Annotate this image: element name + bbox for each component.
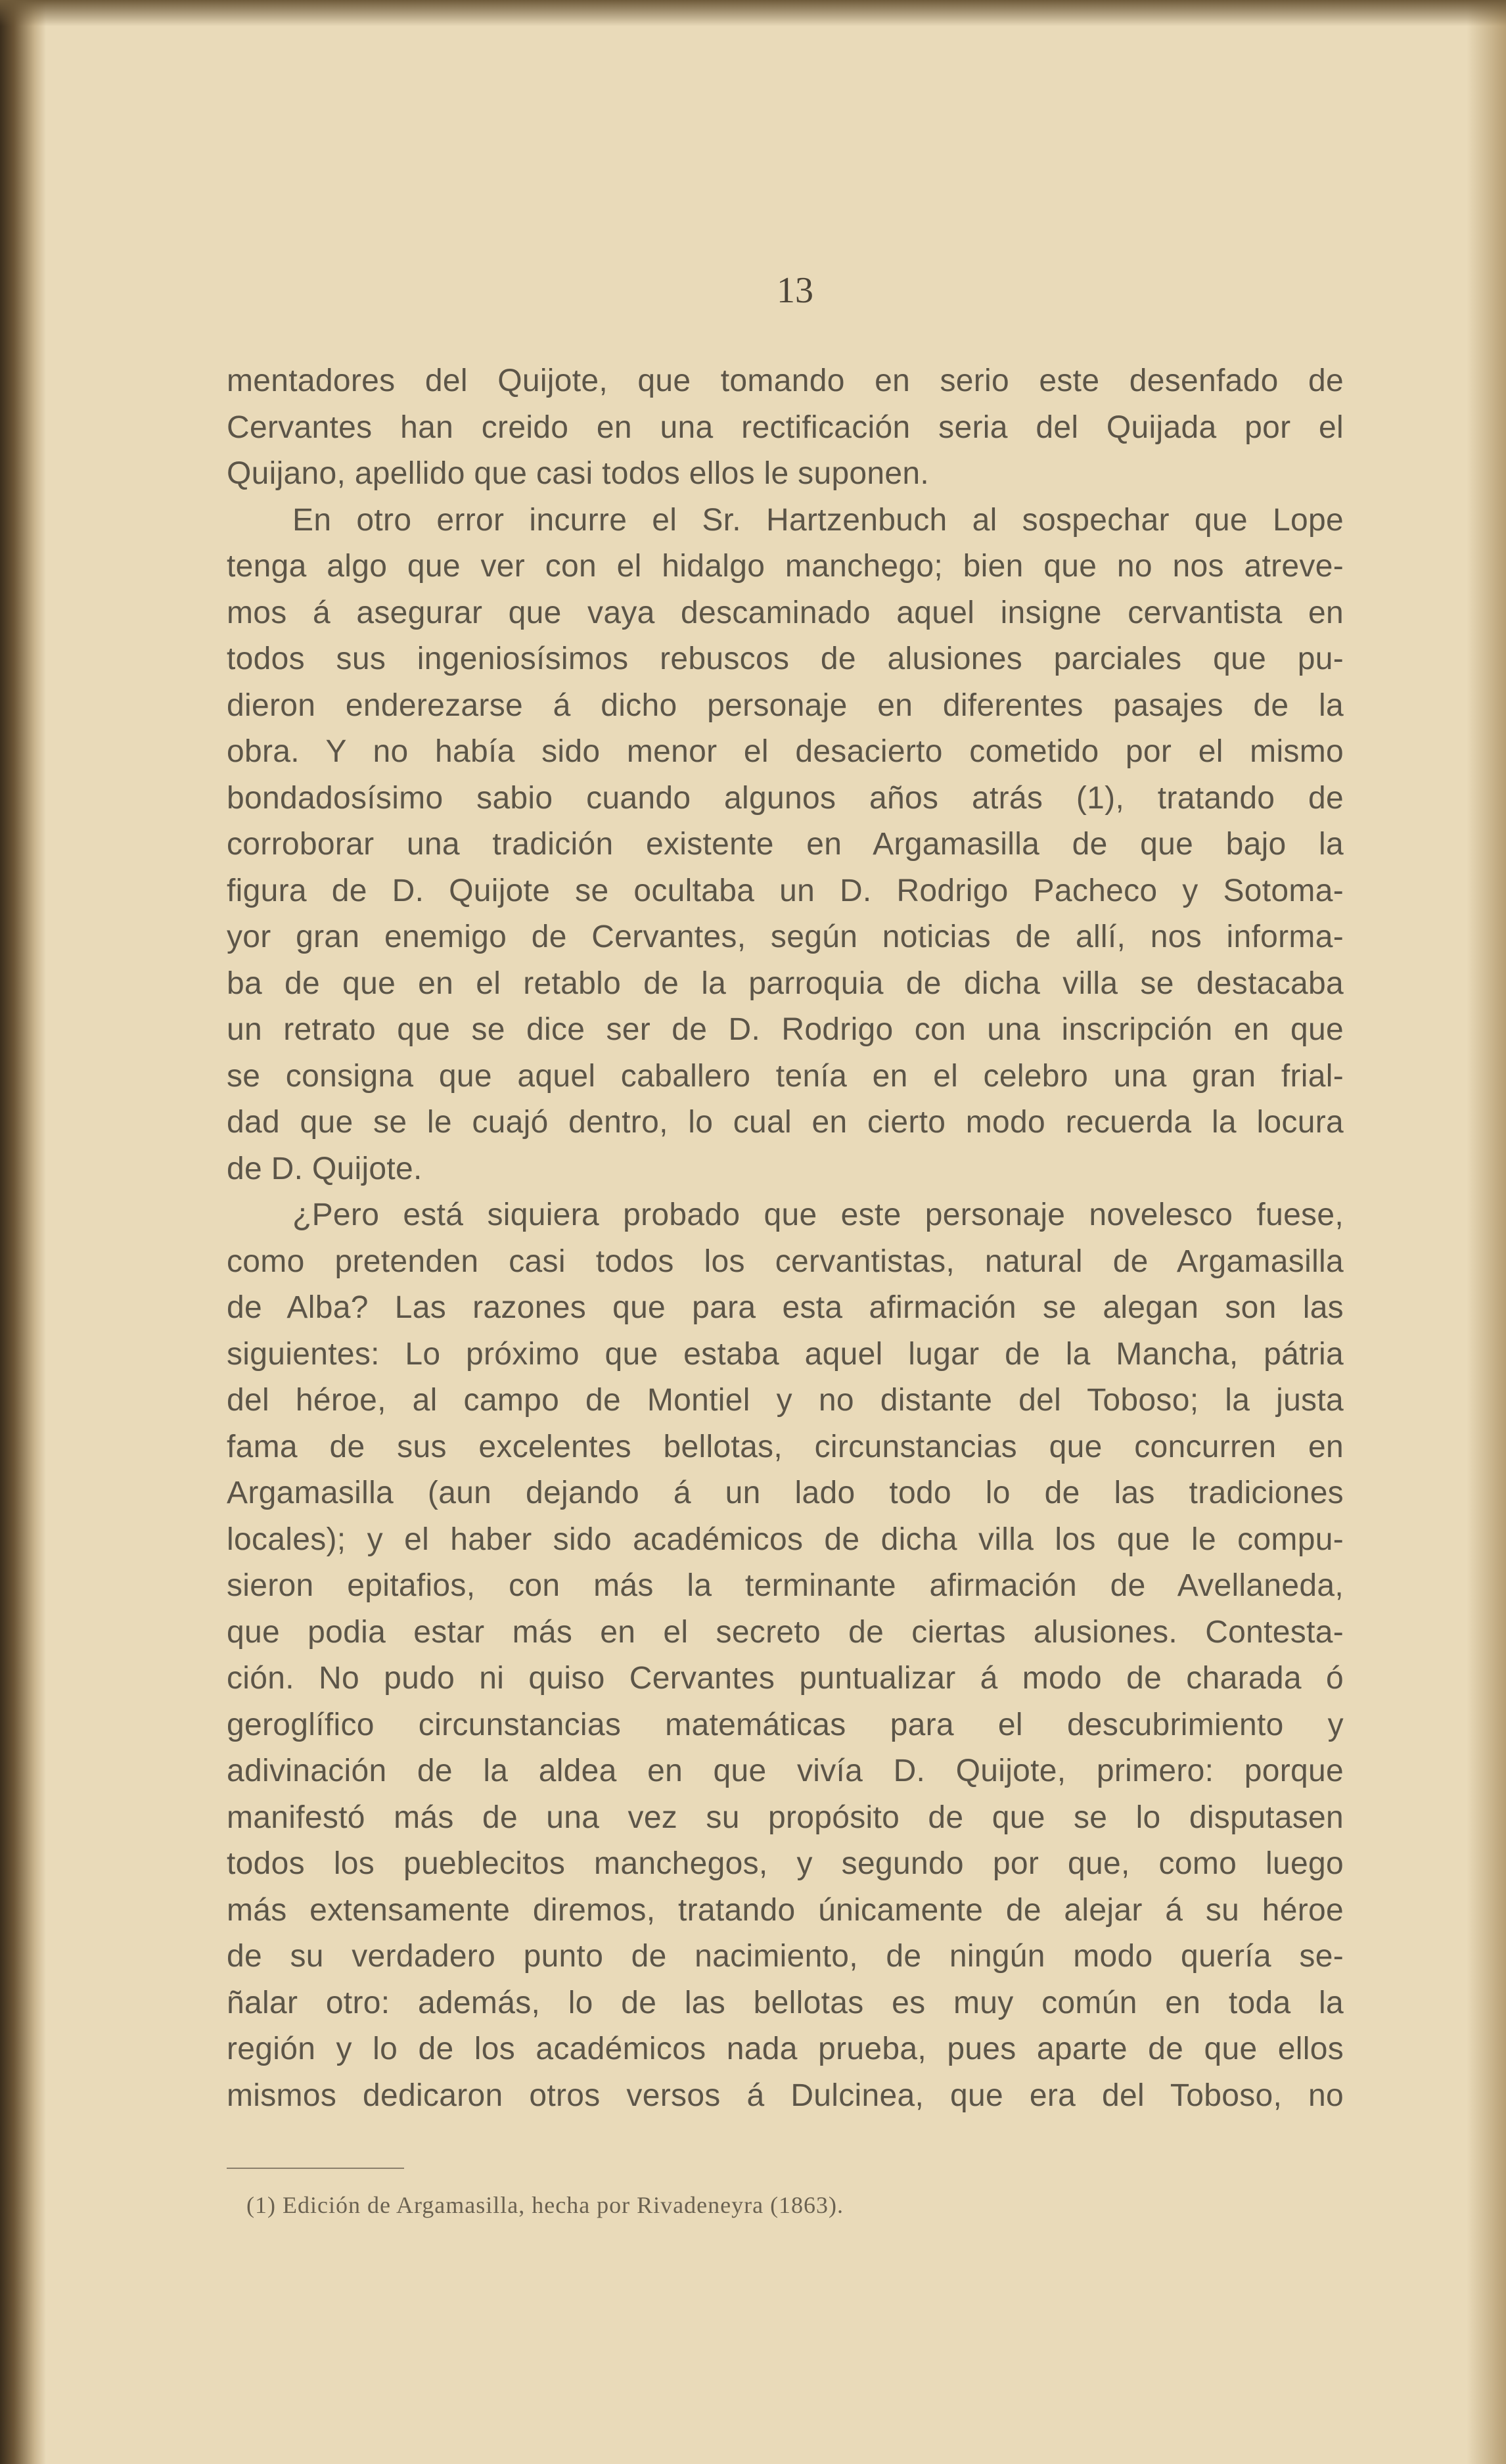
text-line: Argamasilla (aun dejando á un lado todo lo de las tradiciones: [227, 1476, 1344, 1510]
text-line: un retrato que se dice ser de D. Rodrigo con una inscripción en que: [227, 1012, 1344, 1047]
text-line: bondadosísimo sabio cuando algunos años atrás (1), tratando de: [227, 780, 1344, 816]
footnote: (1) Edición de Argamasilla, hecha por Rivadeneyra (1863).: [246, 2192, 844, 2218]
text-line: del héroe, al campo de Montiel y no distante del Toboso; la justa: [227, 1383, 1344, 1418]
text-line: ñalar otro: además, lo de las bellotas es muy común en toda la: [227, 1985, 1344, 2020]
text-line: En otro error incurre el Sr. Hartzenbuch al sospechar que Lope: [292, 502, 1344, 538]
page-edge-shadow: [1467, 0, 1506, 2464]
text-line: sieron epitafios, con más la terminante afirmación de Avellaneda,: [227, 1568, 1344, 1603]
text-line: corroborar una tradición existente en Argamasilla de que bajo la: [227, 827, 1344, 862]
text-line: se consigna que aquel caballero tenía en el celebro una gran frial-: [227, 1058, 1344, 1094]
text-line: dad que se le cuajó dentro, lo cual en cierto modo recuerda la locura: [227, 1105, 1344, 1140]
text-line: adivinación de la aldea en que vivía D. Quijote, primero: porque: [227, 1754, 1344, 1788]
text-line: Quijano, apellido que casi todos ellos le suponen.: [227, 456, 930, 491]
text-line: de Alba? Las razones que para esta afirmación se alegan son las: [227, 1290, 1344, 1325]
text-line: ¿Pero está siquiera probado que este personaje novelesco fuese,: [292, 1197, 1344, 1232]
text-line: dieron enderezarse á dicho personaje en diferentes pasajes de la: [227, 687, 1344, 723]
text-line: región y lo de los académicos nada prueba, pues aparte de que ellos: [227, 2032, 1344, 2066]
text-line: manifestó más de una vez su propósito de que se lo disputasen: [227, 1800, 1344, 1835]
text-line: como pretenden casi todos los cervantistas, natural de Argamasilla: [227, 1244, 1344, 1279]
text-line: yor gran enemigo de Cervantes, según noticias de allí, nos informa-: [227, 919, 1344, 954]
text-line: figura de D. Quijote se ocultaba un D. Rodrigo Pacheco y Sotoma-: [227, 873, 1344, 908]
text-line: mos á asegurar que vaya descaminado aquel insigne cervantista en: [227, 595, 1344, 630]
text-line: todos los pueblecitos manchegos, y segundo por que, como luego: [227, 1846, 1344, 1881]
text-line: geroglífico circunstancias matemáticas para el descubrimiento y: [227, 1707, 1344, 1742]
text-line: ción. No pudo ni quiso Cervantes puntualizar á modo de charada ó: [227, 1661, 1344, 1696]
body-text: [227, 358, 1344, 2119]
text-line: siguientes: Lo próximo que estaba aquel lugar de la Mancha, pátria: [227, 1336, 1344, 1372]
text-line: tenga algo que ver con el hidalgo manchego; bien que no nos atreve-: [227, 549, 1344, 584]
text-line: obra. Y no había sido menor el desacierto cometido por el mismo: [227, 734, 1344, 769]
text-line: Cervantes han creido en una rectificación seria del Quijada por el: [227, 409, 1344, 445]
page-number: 13: [777, 270, 813, 311]
text-line: más extensamente diremos, tratando únicamente de alejar á su héroe: [227, 1892, 1344, 1928]
text-line: de D. Quijote.: [227, 1151, 422, 1186]
footnote-divider: [227, 2168, 404, 2169]
text-line: locales); y el haber sido académicos de dicha villa los que le compu-: [227, 1522, 1344, 1557]
text-line: mentadores del Quijote, que tomando en serio este desenfado de: [227, 363, 1344, 398]
text-line: mismos dedicaron otros versos á Dulcinea, que era del Toboso, no: [227, 2078, 1344, 2113]
text-line: fama de sus excelentes bellotas, circunstancias que concurren en: [227, 1429, 1344, 1464]
text-line: todos sus ingeniosísimos rebuscos de alusiones parciales que pu-: [227, 641, 1344, 676]
text-line: ba de que en el retablo de la parroquia de dicha villa se destacaba: [227, 965, 1344, 1001]
text-line: de su verdadero punto de nacimiento, de ningún modo quería se-: [227, 1939, 1344, 1974]
spine-shadow: [0, 0, 46, 2464]
text-line: que podia estar más en el secreto de ciertas alusiones. Contesta-: [227, 1614, 1344, 1650]
top-edge-shadow: [0, 0, 1506, 26]
